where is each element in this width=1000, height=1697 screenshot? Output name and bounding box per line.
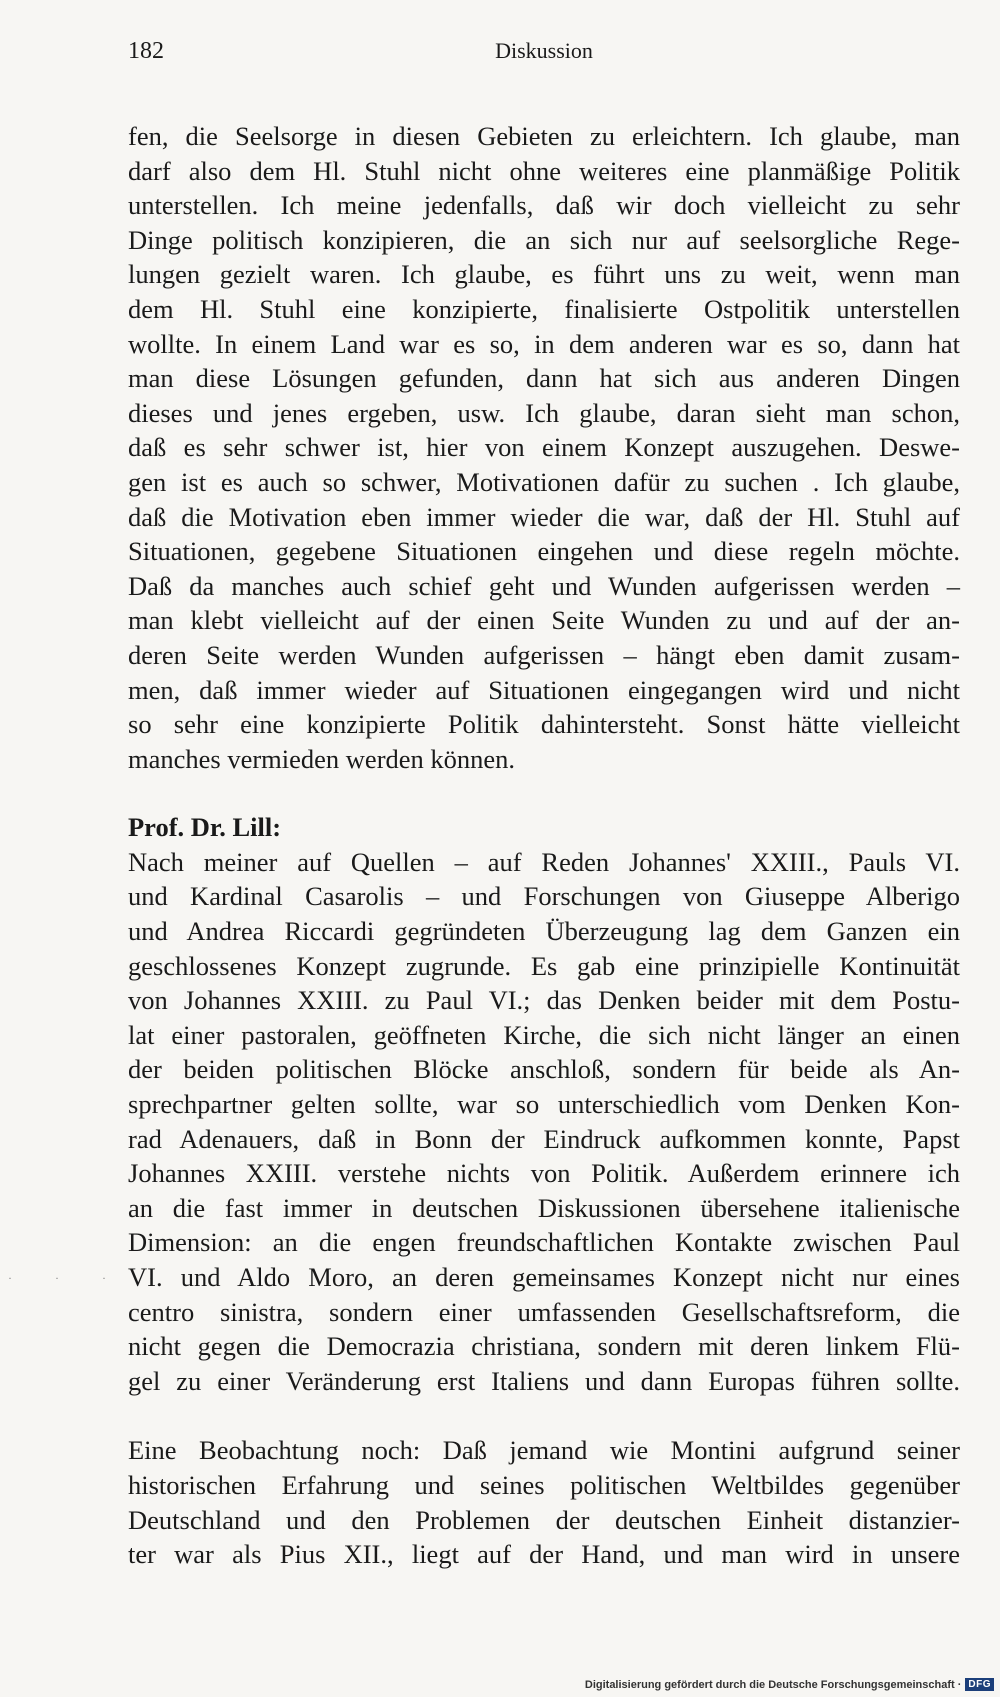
- running-head: Diskussion: [495, 38, 593, 63]
- paragraph-3: [128, 1433, 960, 1571]
- text-line: der beiden politischen Blöcke anschloß, sondern für beide als An-: [128, 1054, 960, 1085]
- text-line: dem Hl. Stuhl eine konzipierte, finalisierte Ostpolitik unterstellen: [128, 293, 960, 324]
- text-line: von Johannes XXIII. zu Paul VI.; das Denken beider mit dem Postu-: [128, 985, 960, 1016]
- text-line: wollte. In einem Land war es so, in dem anderen war es so, dann hat: [128, 328, 960, 359]
- paragraph-2: [128, 845, 960, 1399]
- text-line: gel zu einer Veränderung erst Italiens und dann Europas führen sollte.: [128, 1365, 960, 1396]
- text-line: nicht gegen die Democrazia christiana, sondern mit deren linkem Flü-: [128, 1331, 960, 1362]
- paragraph-gap: [128, 776, 960, 810]
- text-line: Deutschland und den Problemen der deutschen Einheit distanzier-: [128, 1504, 960, 1535]
- text-line: ter war als Pius XII., liegt auf der Hand, und man wird in unsere: [128, 1539, 960, 1570]
- text-line: Johannes XXIII. verstehe nichts von Politik. Außerdem erinnere ich: [128, 1158, 960, 1189]
- text-line: men, daß immer wieder auf Situationen eingegangen wird und nicht: [128, 674, 960, 705]
- text-line: und Kardinal Casarolis – und Forschungen von Giuseppe Alberigo: [128, 881, 960, 912]
- paragraph-1: [128, 119, 960, 776]
- text-line: daß die Motivation eben immer wieder die war, daß der Hl. Stuhl auf: [128, 501, 960, 532]
- text-line: an die fast immer in deutschen Diskussionen übersehene italienische: [128, 1192, 960, 1223]
- text-line: manches vermieden werden können.: [128, 743, 516, 774]
- text-line: lat einer pastoralen, geöffneten Kirche, die sich nicht länger an einen: [128, 1019, 960, 1050]
- text-line: sprechpartner gelten sollte, war so unterschiedlich vom Denken Kon-: [128, 1089, 960, 1120]
- text-line: daß es sehr schwer ist, hier von einem Konzept auszugehen. Deswe-: [128, 432, 960, 463]
- text-line: Eine Beobachtung noch: Daß jemand wie Montini aufgrund seiner: [128, 1435, 960, 1466]
- text-line: und Andrea Riccardi gegründeten Überzeugung lag dem Ganzen ein: [128, 916, 960, 947]
- text-line: unterstellen. Ich meine jedenfalls, daß wir doch vielleicht zu sehr: [128, 190, 960, 221]
- text-line: Daß da manches auch schief geht und Wunden aufgerissen werden –: [128, 570, 960, 601]
- dfg-logo: DFG: [965, 1678, 994, 1691]
- text-line: Dimension: an die engen freundschaftlichen Kontakte zwischen Paul: [128, 1227, 960, 1258]
- page-body: [128, 119, 960, 1572]
- text-line: fen, die Seelsorge in diesen Gebieten zu erleichtern. Ich glaube, man: [128, 121, 960, 151]
- text-line: lungen gezielt waren. Ich glaube, es führt uns zu weit, wenn man: [128, 259, 960, 290]
- text-line: rad Adenauers, daß in Bonn der Eindruck aufkommen konnte, Papst: [128, 1123, 960, 1154]
- text-line: man klebt vielleicht auf der einen Seite Wunden zu und auf der an-: [128, 605, 960, 636]
- text-line: centro sinistra, sondern einer umfassenden Gesellschaftsreform, die: [128, 1296, 960, 1327]
- page-header: [128, 38, 960, 72]
- text-line: man diese Lösungen gefunden, dann hat sich aus anderen Dingen: [128, 363, 960, 394]
- text-line: darf also dem Hl. Stuhl nicht ohne weiteres eine planmäßige Politik: [128, 155, 960, 186]
- text-line: Nach meiner auf Quellen – auf Reden Johannes' XXIII., Pauls VI.: [128, 846, 960, 877]
- text-line: deren Seite werden Wunden aufgerissen – hängt eben damit zusam-: [128, 639, 960, 670]
- text-line: Dinge politisch konzipieren, die an sich nur auf seelsorgliche Rege-: [128, 224, 960, 255]
- digitization-credit: [585, 1678, 994, 1691]
- text-line: VI. und Aldo Moro, an deren gemeinsames Konzept nicht nur eines: [128, 1262, 960, 1292]
- text-line: dieses und jenes ergeben, usw. Ich glaube, daran sieht man schon,: [128, 397, 960, 428]
- text-line: historischen Erfahrung und seines politischen Weltbildes gegenüber: [128, 1469, 960, 1500]
- text-line: so sehr eine konzipierte Politik dahintersteht. Sonst hätte vielleicht: [128, 709, 960, 740]
- text-line: gen ist es auch so schwer, Motivationen dafür zu suchen . Ich glaube,: [128, 466, 960, 497]
- speaker-heading: Prof. Dr. Lill:: [128, 812, 282, 843]
- paragraph-gap: [128, 1398, 960, 1433]
- text-line: geschlossenes Konzept zugrunde. Es gab eine prinzipielle Kontinuität: [128, 950, 960, 981]
- text-line: Situationen, gegebene Situationen eingehen und diese regeln möchte.: [128, 536, 960, 567]
- page-number: 182: [128, 38, 164, 64]
- credit-text: Digitalisierung gefördert durch die Deutsche Forschungsgemeinschaft ·: [584, 1678, 962, 1691]
- margin-dots: · · · ·: [8, 1271, 173, 1285]
